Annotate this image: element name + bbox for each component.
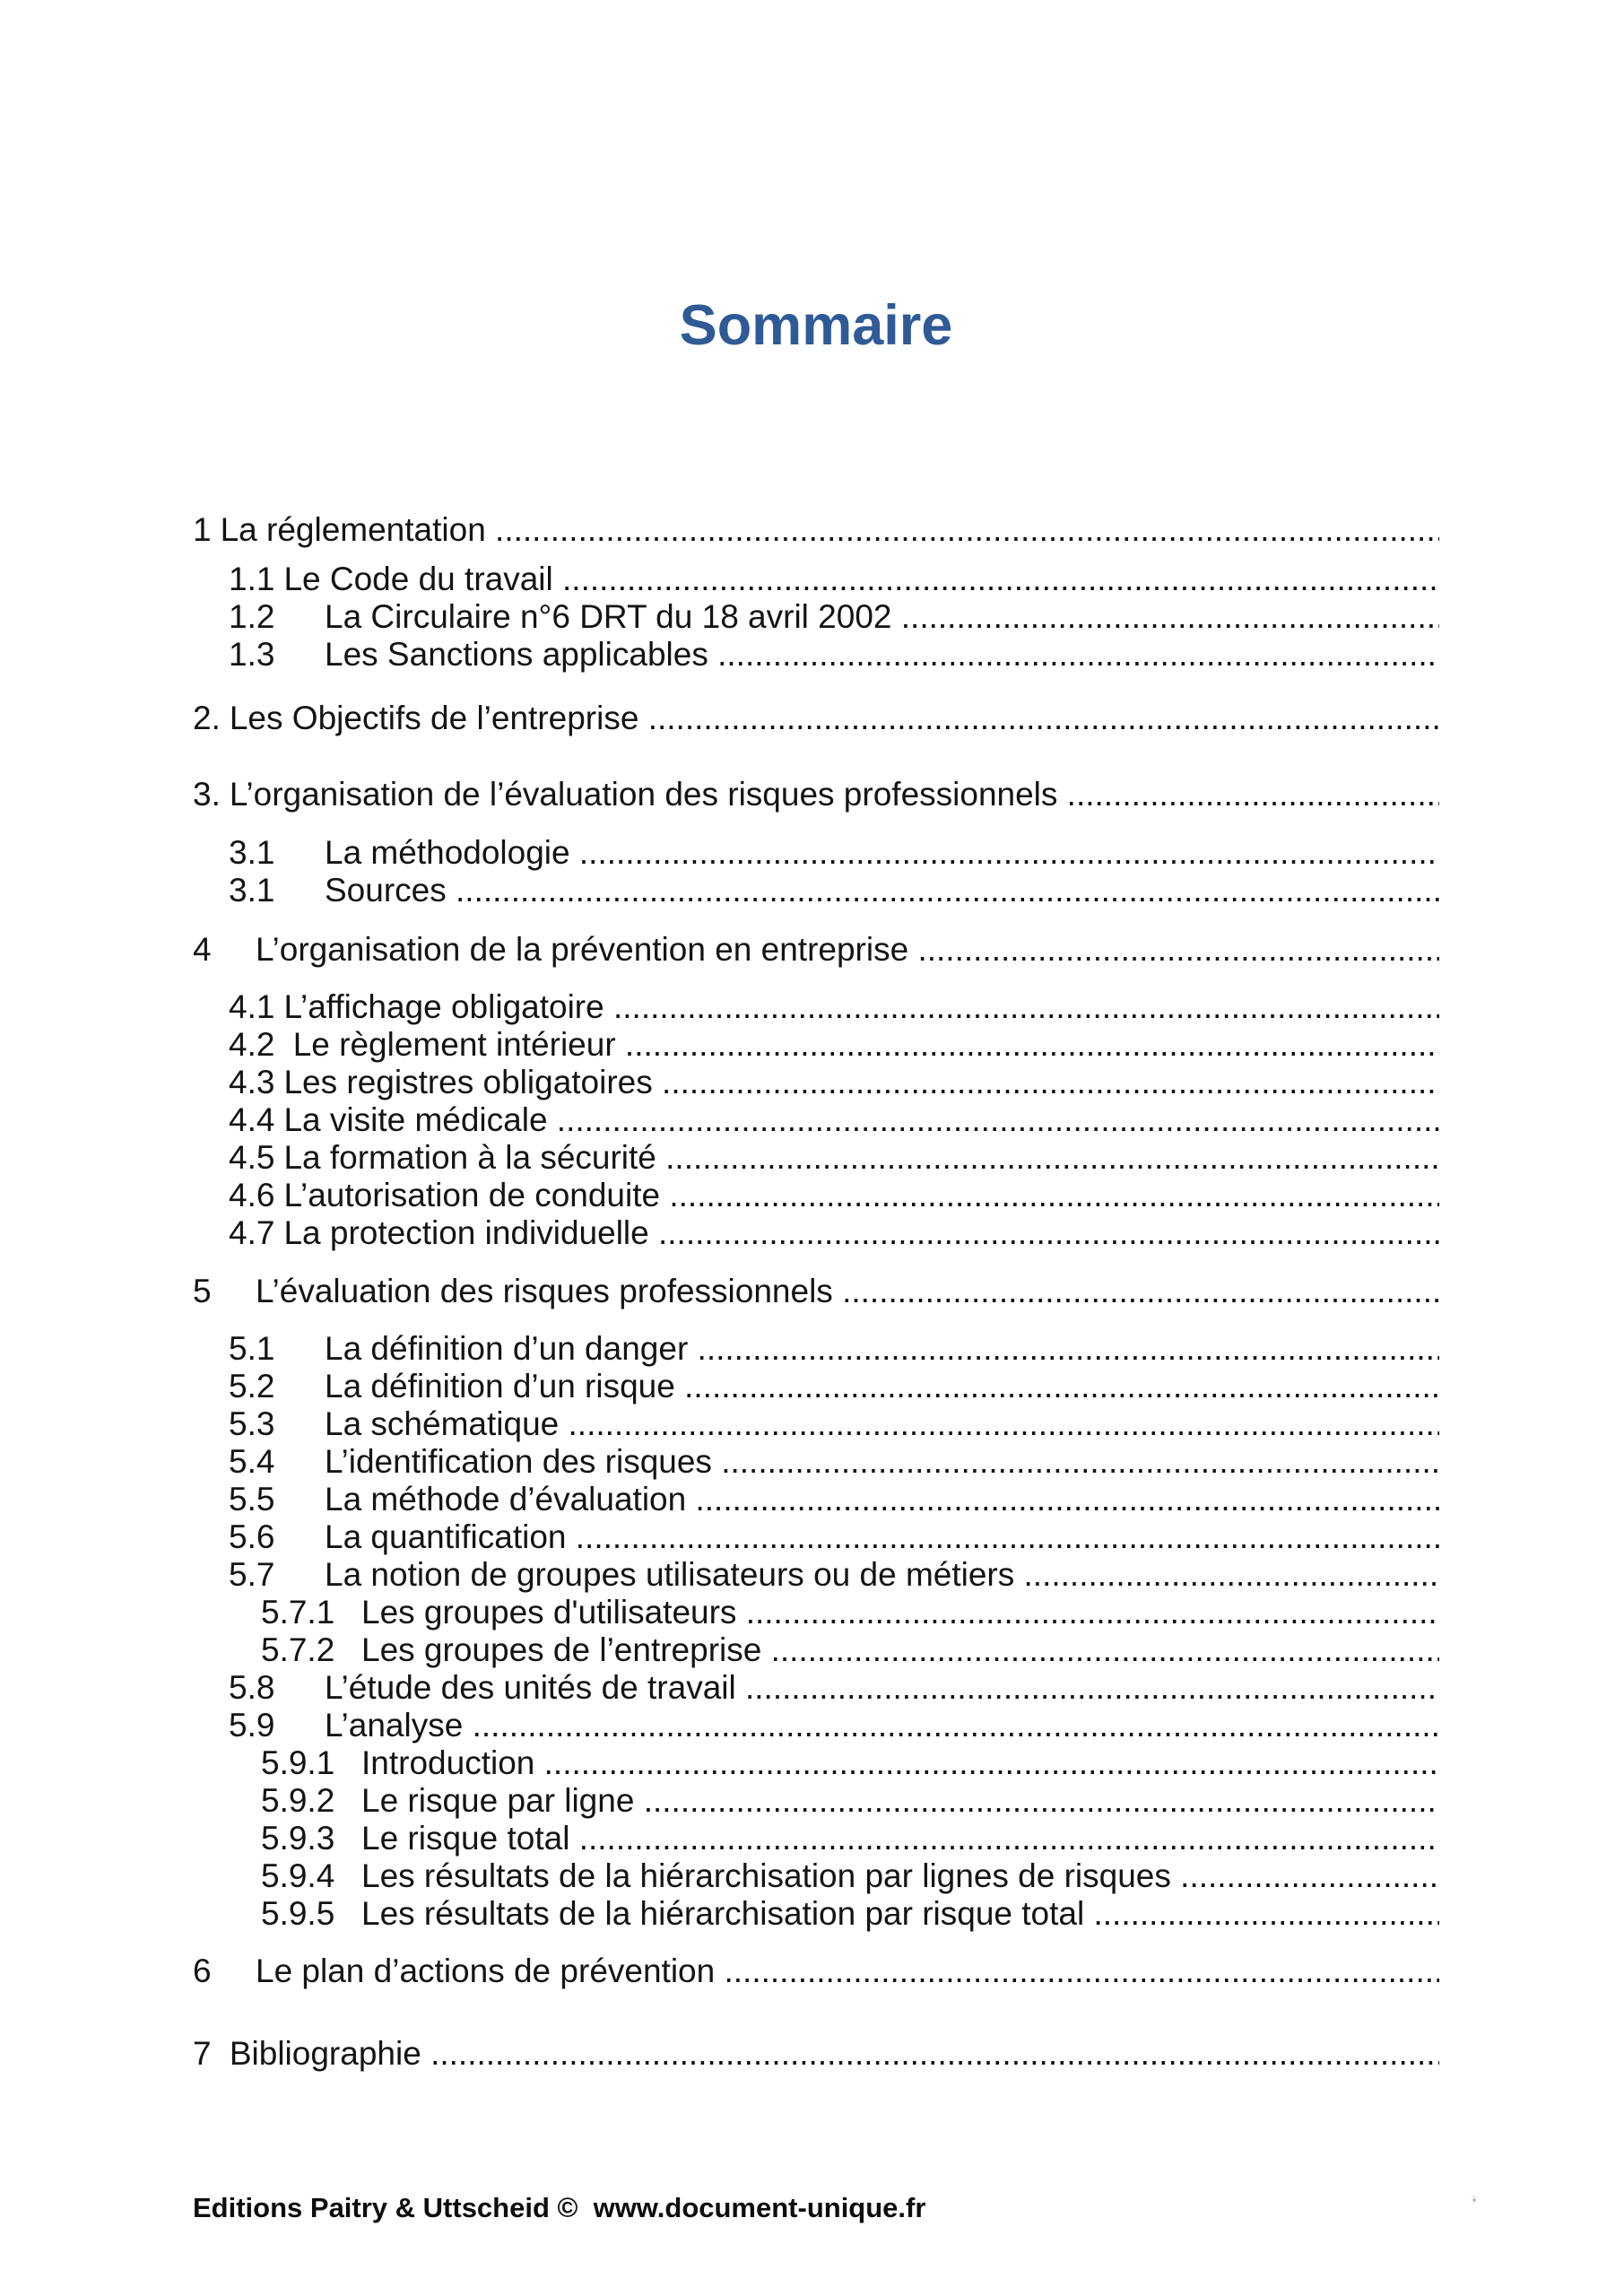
toc-entry-number: 4.4 xyxy=(229,1101,275,1138)
toc-entry-title: L’affichage obligatoire xyxy=(283,988,604,1025)
toc-entry-title: La réglementation xyxy=(220,511,486,548)
toc-entry-title: Le risque total xyxy=(361,1820,570,1857)
page-title: Sommaire xyxy=(679,294,953,357)
dot-leader xyxy=(569,1820,1439,1857)
toc-entry-title: Le règlement intérieur xyxy=(283,1026,616,1063)
toc-entry-number: 3.1 xyxy=(229,834,275,871)
toc-entry xyxy=(229,1669,1439,1707)
toc-entry xyxy=(229,1518,1439,1556)
toc-entry-number: 4.6 xyxy=(229,1177,275,1213)
toc-entry-title: Les groupes de l’entreprise xyxy=(361,1631,762,1668)
toc-entry xyxy=(229,1139,1439,1177)
toc-entry-title: Les groupes d'utilisateurs xyxy=(361,1594,737,1631)
toc-entry xyxy=(193,776,1439,813)
dot-leader xyxy=(892,598,1440,635)
toc-entry-number: 1.2 xyxy=(229,598,275,635)
toc-entry-title: L’étude des unités de travail xyxy=(325,1669,736,1706)
dot-leader xyxy=(686,1481,1439,1518)
dot-leader xyxy=(653,1064,1439,1100)
toc-entry-title: La définition d’un danger xyxy=(325,1330,689,1367)
dot-leader xyxy=(1057,776,1439,813)
toc-entry-title: La méthode d’évaluation xyxy=(325,1481,687,1518)
dot-leader xyxy=(688,1330,1439,1367)
toc-entry xyxy=(193,700,1439,737)
toc-entry-number: 5.3 xyxy=(229,1405,275,1442)
table-of-contents xyxy=(193,511,1439,2073)
toc-entry-title: Les registres obligatoires xyxy=(283,1064,653,1100)
dot-leader xyxy=(553,561,1439,597)
toc-entry-title: L’évaluation des risques professionnels xyxy=(256,1273,833,1309)
toc-entry xyxy=(261,1857,1439,1895)
toc-entry-number: 5.1 xyxy=(229,1330,275,1367)
toc-entry-number: 3.1 xyxy=(229,872,275,909)
toc-entry xyxy=(229,988,1439,1026)
toc-entry-number: 5.6 xyxy=(229,1518,275,1555)
toc-entry-title: La schématique xyxy=(325,1405,560,1442)
toc-entry-title: La quantification xyxy=(325,1518,567,1555)
toc-entry xyxy=(229,834,1439,872)
dot-leader xyxy=(634,1782,1439,1819)
toc-entry-title: Sources xyxy=(325,872,447,909)
toc-entry-number: 4 xyxy=(193,931,212,968)
dot-leader xyxy=(675,1368,1439,1405)
dot-leader xyxy=(559,1405,1439,1442)
toc-entry-number: 5.9.2 xyxy=(261,1782,335,1819)
dot-leader xyxy=(656,1139,1439,1176)
toc-entry xyxy=(229,1405,1439,1443)
toc-entry xyxy=(229,1481,1439,1518)
toc-entry-title: Les Objectifs de l’entreprise xyxy=(229,700,639,736)
toc-entry xyxy=(229,1443,1439,1481)
toc-entry-number: 2. xyxy=(193,700,221,736)
toc-entry xyxy=(229,1330,1439,1368)
toc-entry-title: Bibliographie xyxy=(220,2035,421,2072)
dot-leader xyxy=(1014,1556,1439,1593)
toc-entry-title: La définition d’un risque xyxy=(325,1368,675,1405)
toc-entry xyxy=(229,636,1439,674)
toc-entry-number: 5.8 xyxy=(229,1669,275,1706)
dot-leader xyxy=(604,988,1439,1025)
toc-entry-title: La formation à la sécurité xyxy=(283,1139,656,1176)
toc-entry xyxy=(193,931,1439,969)
dot-leader xyxy=(638,700,1439,736)
toc-entry-number: 5.7.2 xyxy=(261,1631,335,1668)
toc-entry-number: 4.1 xyxy=(229,988,275,1025)
toc-entry-number: 4.2 xyxy=(229,1026,275,1063)
dot-leader xyxy=(660,1177,1439,1213)
toc-entry xyxy=(261,1782,1439,1820)
toc-entry-number: 6 xyxy=(193,1952,212,1989)
toc-entry-title: Les résultats de la hiérarchisation par risque total xyxy=(361,1895,1085,1932)
dot-leader xyxy=(616,1026,1439,1063)
dot-leader xyxy=(833,1273,1439,1309)
toc-entry-number: 5.7 xyxy=(229,1556,275,1593)
toc-entry-title: La Circulaire n°6 DRT du 18 avril 2002 xyxy=(325,598,892,635)
toc-entry-number: 5.9.5 xyxy=(261,1895,335,1932)
toc-entry-number: 1 xyxy=(193,511,212,548)
toc-entry xyxy=(261,1631,1439,1669)
dot-leader xyxy=(736,1594,1439,1631)
toc-entry xyxy=(193,1952,1439,1990)
toc-entry-number: 5.9.3 xyxy=(261,1820,335,1857)
toc-entry xyxy=(261,1744,1439,1782)
dot-leader xyxy=(712,1443,1439,1480)
dot-leader xyxy=(421,2035,1439,2072)
toc-entry-number: 1.1 xyxy=(229,561,275,597)
toc-entry xyxy=(229,1101,1439,1139)
toc-entry-number: 7 xyxy=(193,2035,212,2072)
toc-entry xyxy=(229,598,1439,636)
dot-leader xyxy=(566,1518,1439,1555)
dot-leader xyxy=(649,1214,1439,1251)
toc-entry-title: La visite médicale xyxy=(283,1101,548,1138)
toc-entry-number: 5.9 xyxy=(229,1707,275,1744)
toc-entry-title: La notion de groupes utilisateurs ou de métiers xyxy=(325,1556,1015,1593)
toc-entry-title: Les résultats de la hiérarchisation par lignes de risques xyxy=(361,1857,1171,1894)
scan-artifact xyxy=(1472,2196,1477,2204)
dot-leader xyxy=(908,931,1439,968)
toc-entry-title: L’identification des risques xyxy=(325,1443,712,1480)
toc-entry-number: 5.9.1 xyxy=(261,1744,335,1781)
toc-entry xyxy=(229,1556,1439,1594)
toc-entry-title: La protection individuelle xyxy=(283,1214,649,1251)
dot-leader xyxy=(548,1101,1439,1138)
toc-entry xyxy=(229,1177,1439,1214)
dot-leader xyxy=(463,1707,1439,1744)
dot-leader xyxy=(447,872,1439,909)
toc-entry xyxy=(261,1895,1439,1933)
toc-entry-title: L’organisation de la prévention en entreprise xyxy=(256,931,909,968)
toc-entry xyxy=(229,872,1439,909)
toc-entry-title: Les Sanctions applicables xyxy=(325,636,708,673)
toc-entry-number: 5.2 xyxy=(229,1368,275,1405)
toc-entry xyxy=(229,1026,1439,1064)
toc-entry-number: 3. xyxy=(193,776,221,813)
toc-entry xyxy=(229,1368,1439,1405)
toc-entry xyxy=(261,1594,1439,1631)
toc-entry-number: 5.7.1 xyxy=(261,1594,335,1631)
dot-leader xyxy=(486,511,1439,548)
dot-leader xyxy=(715,1952,1439,1989)
toc-entry-title: L’organisation de l’évaluation des risques professionnels xyxy=(229,776,1058,813)
toc-entry xyxy=(229,561,1439,598)
footer-text: Editions Paitry & Uttscheid © www.document-unique.fr xyxy=(193,2192,926,2223)
toc-entry xyxy=(229,1064,1439,1101)
dot-leader xyxy=(534,1744,1439,1781)
toc-entry-title: Introduction xyxy=(361,1744,535,1781)
toc-entry-title: Le risque par ligne xyxy=(361,1782,635,1819)
dot-leader xyxy=(1171,1857,1439,1894)
toc-entry-number: 5 xyxy=(193,1273,212,1309)
dot-leader xyxy=(736,1669,1439,1706)
toc-entry-title: L’analyse xyxy=(325,1707,464,1744)
dot-leader xyxy=(761,1631,1439,1668)
dot-leader xyxy=(1084,1895,1439,1932)
dot-leader xyxy=(570,834,1439,871)
toc-entry-number: 4.7 xyxy=(229,1214,275,1251)
toc-entry-number: 5.4 xyxy=(229,1443,275,1480)
toc-entry-title: Le plan d’actions de prévention xyxy=(256,1952,716,1989)
toc-entry xyxy=(261,1820,1439,1857)
toc-entry-number: 1.3 xyxy=(229,636,275,673)
toc-entry xyxy=(193,1273,1439,1310)
toc-entry-number: 5.5 xyxy=(229,1481,275,1518)
toc-entry-title: Le Code du travail xyxy=(283,561,553,597)
toc-entry xyxy=(229,1214,1439,1252)
toc-entry-number: 4.5 xyxy=(229,1139,275,1176)
toc-entry-title: L’autorisation de conduite xyxy=(283,1177,661,1213)
dot-leader xyxy=(708,636,1439,673)
toc-entry xyxy=(193,511,1439,549)
toc-entry-number: 4.3 xyxy=(229,1064,275,1100)
toc-entry-number: 5.9.4 xyxy=(261,1857,335,1894)
toc-entry xyxy=(229,1707,1439,1744)
toc-entry xyxy=(193,2035,1439,2073)
toc-entry-title: La méthodologie xyxy=(325,834,570,871)
